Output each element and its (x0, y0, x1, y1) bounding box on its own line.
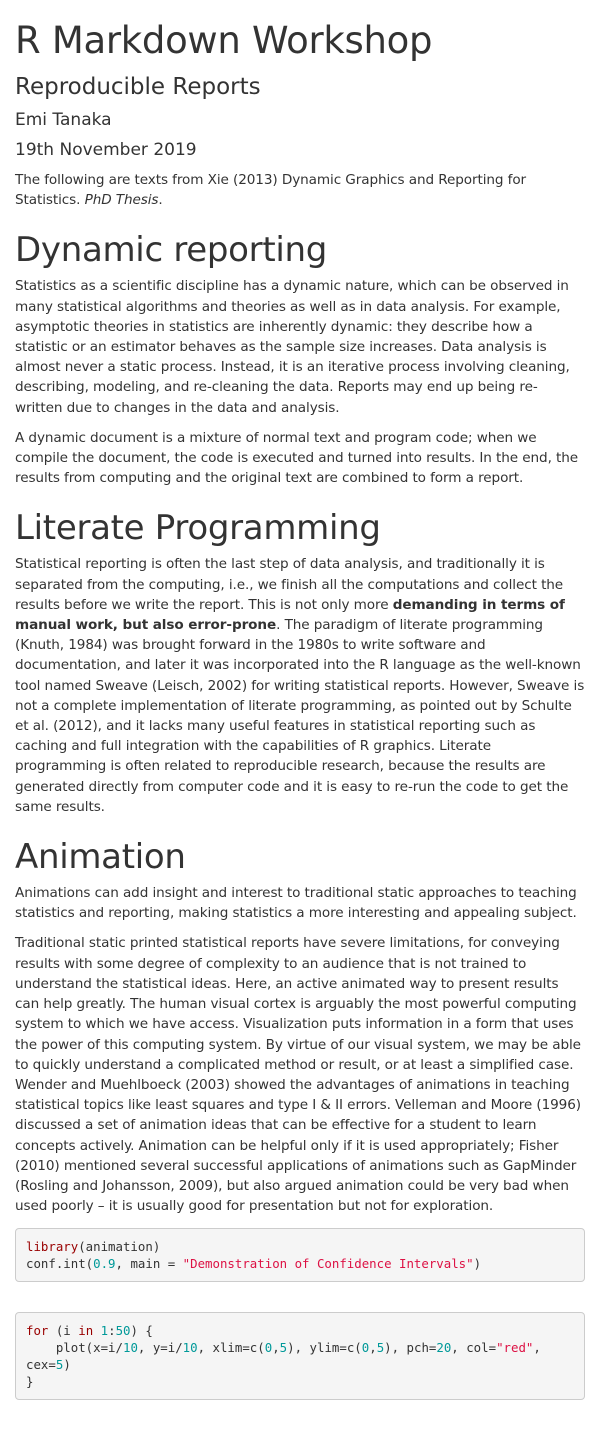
code-block-2[interactable]: for (i in 1:50) { plot(x=i/10, y=i/10, xlim=c(0,5), ylim=c(0,5), pch=20, col="red", cex=5) } (15, 1312, 585, 1400)
animation-paragraph-2: Traditional static printed statistical reports have severe limitations, for conveying results with some degree of complexity to an audience that is not trained to understand the statistical ideas. Here, an active animated way to present results can help greatly. The human visual cortex is arguably the most powerful computing system to which we have access. Visualization puts information in a form that uses the power of this computing system. By virtue of our visual system, we may be able to quickly understand a complicated method or result, or at least a simplified case. Wender and Muehlboeck (2003) showed the advantages of animations in teaching statistical topics like least squares and type I & II errors. Velleman and Moore (1996) discussed a set of animation ideas that can be effective for a student to learn concepts actively. Animation can be helpful only if it is used appropriately; Fisher (2010) mentioned several successful applications of animations such as GapMinder (Rosling and Johansson, 2009), but also argued animation could be very bad when used poorly – it is usually good for presentation but not for exploration. (15, 935, 581, 1215)
animation-paragraph-1: Animations can add insight and interest to traditional static approaches to teaching statistics and reporting, making statistics a more interesting and appealing subject. (15, 885, 577, 922)
code-keyword-library: library (26, 1239, 79, 1255)
document (0, 18, 600, 1400)
dynamic-paragraph-2: A dynamic document is a mixture of normal text and program code; when we compile the document, the code is executed and turned into results. In the end, the results from computing and the original text are combined to form a report. (15, 429, 579, 487)
literate-bold-phrase: demanding in terms of manual work, but also error-prone (15, 596, 565, 634)
document-author: Emi Tanaka (15, 110, 112, 130)
document-subtitle: Reproducible Reports (15, 74, 261, 100)
document-title: R Markdown Workshop (15, 19, 433, 62)
literate-paragraph-1 (15, 554, 585, 817)
literate-text-start: Statistical reporting is often the last step of data analysis, and traditionally it is separated from the computing, i.e., we finish all the computations and collect the results before we write the report. This is not only more (15, 556, 564, 613)
document-date: 19th November 2019 (15, 140, 197, 160)
intro-end: . (158, 192, 163, 209)
code-keyword-for: for (26, 1323, 49, 1339)
heading-literate-programming: Literate Programming (15, 508, 381, 549)
dynamic-paragraph-1: Statistics as a scientific discipline has a dynamic nature, which can be observed in many statistical algorithms and theories as well as in data analysis. For example, asymptotic theories in statistics are inherently dynamic: they describe how a statistic or an estimator behaves as the sample size increases. Data analysis is almost never a static process. Instead, it is an iterative process involving cleaning, describing, modeling, and re-cleaning the data. Reports may end up being re-written due to changes in the data and analysis. (15, 278, 570, 416)
heading-dynamic-reporting: Dynamic reporting (15, 230, 328, 271)
heading-animation: Animation (15, 837, 186, 878)
intro-thesis: PhD Thesis (84, 192, 159, 209)
literate-text-end: . The paradigm of literate programming (Knuth, 1984) was brought forward in the 1980s to write software and documentation, and later it was incorporated into the R language as the well-known tool named Sweave (Leisch, 2002) for writing statistical reports. However, Sweave is not a complete implementation of literate programming, as pointed out by Schulte et al. (2012), and it lacks many useful features in statistical reporting such as caching and full integration with the capabilities of R graphics. Literate programming is often related to reproducible research, because the results are generated directly from computer code and it is easy to re-run the code to get the same results. (15, 617, 585, 815)
code-string-red: "red" (496, 1340, 534, 1356)
code-string-title: "Demonstration of Confidence Intervals" (182, 1256, 474, 1272)
code-keyword-in: in (78, 1323, 94, 1339)
code-block-1[interactable]: library(animation) conf.int(0.9, main = "Demonstration of Confidence Intervals") (15, 1228, 585, 1282)
intro-text: The following are texts from Xie (2013) Dynamic Graphics and Reporting for Statistics. (15, 172, 527, 209)
intro-paragraph (15, 170, 585, 210)
